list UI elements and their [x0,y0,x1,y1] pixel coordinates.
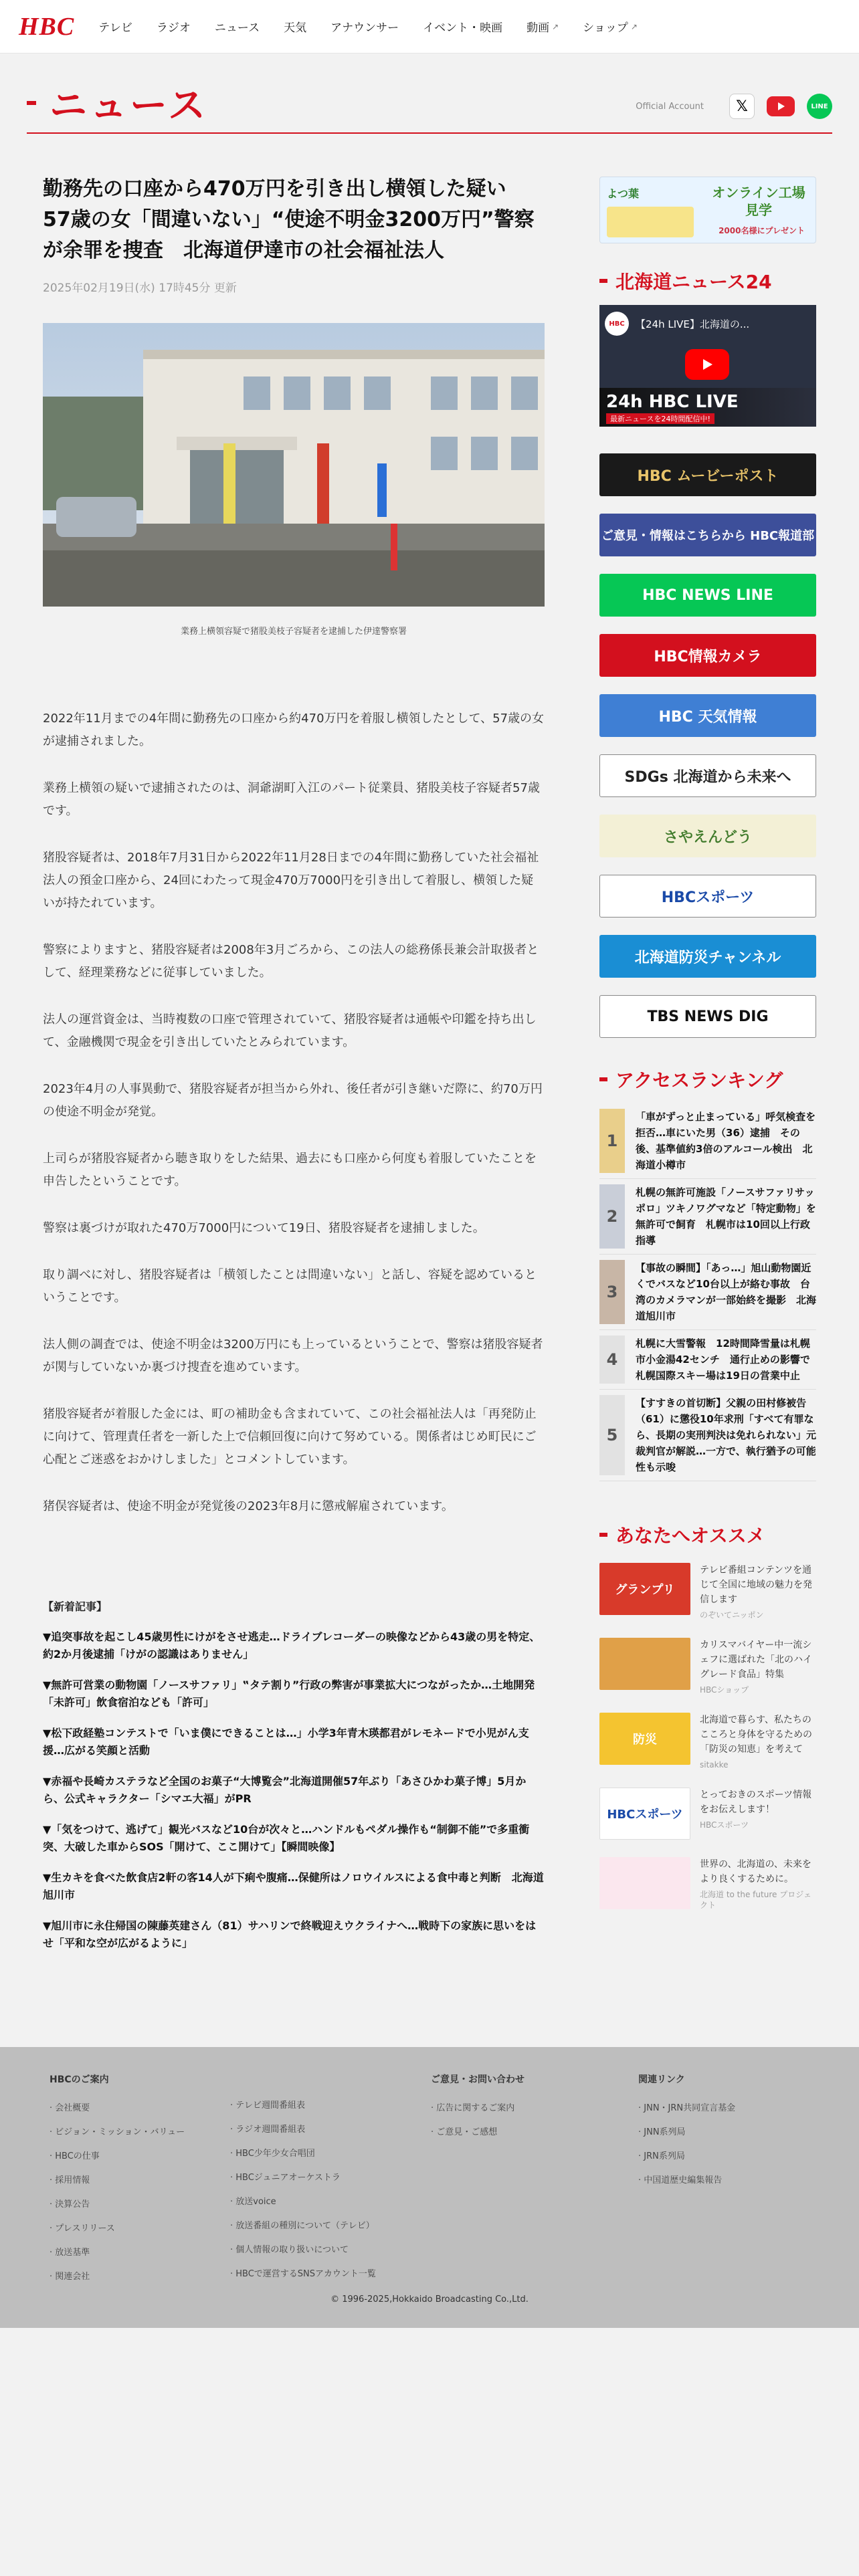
nav-item-label: 天気 [284,21,307,35]
recommend-text [700,1563,816,1620]
footer-link[interactable]: · ラジオ週間番組表 [230,2125,306,2135]
footer-link[interactable]: · JNN系列局 [638,2127,686,2137]
external-link-icon: ↗ [552,21,559,31]
line-icon[interactable]: LINE [807,94,832,119]
recommend-thumbnail [599,1788,690,1840]
footer-heading [230,2072,376,2083]
related-article-link[interactable]: ▼松下政経塾コンテストで「いま僕にできることは…」小学3年青木瑛都君がレモネードで小児がん支援…広がる笑顔と活動 [43,1727,529,1757]
ranking-item[interactable] [599,1103,816,1179]
article-date: 2025年02月19日(水) 17時45分 更新 [43,282,237,295]
sidebar-banner-3[interactable]: HBC情報カメラ [599,634,816,677]
recommend-title: カリスマバイヤー中一流シェフに選ばれた「北のハイグレード食品」特集 [700,1640,812,1680]
footer-link[interactable]: · 採用情報 [50,2175,90,2185]
nav-item-4[interactable] [330,18,399,35]
recommend-source: のぞいてニッポン [700,1610,764,1620]
footer-link[interactable]: · ビジョン・ミッション・バリュー [50,2127,185,2137]
official-account-label: Official Account [636,101,704,112]
footer-link[interactable]: · 個人情報の取り扱いについて [230,2245,349,2255]
recommend-text [700,1857,816,1911]
related-article-link[interactable]: ▼無許可営業の動物園「ノースサファリ」‟タテ割り”行政の弊害が事業拡大につながったか…土地開発「未許可」飲食宿泊なども「許可」 [43,1679,535,1709]
external-link-icon: ↗ [630,21,638,31]
rank-number: 4 [599,1335,625,1384]
nav-item-label: 動画 [527,21,550,35]
recommend-item[interactable] [599,1638,816,1695]
sidebar-banner-2[interactable]: HBC NEWS LINE [599,574,816,617]
official-accounts [636,94,832,119]
rank-title: 札幌に大雪警報 12時間降雪量は札幌市小金湯42センチ 通行止めの影響で札幌国際スキー場は19日の営業中止 [636,1337,810,1382]
nav-item-2[interactable] [215,18,260,35]
ranking-heading-text: アクセスランキング [615,1069,783,1091]
related-article-link[interactable]: ▼旭川市に永住帰国の陳藤英建さん（81）サハリンで終戦迎えウクライナへ…戦時下の家族に思いをはせ「平和な空が広がるように」 [43,1919,537,1949]
related-article-link[interactable]: ▼追突事故を起こし45歳男性にけがをさせ逃走…ドライブレコーダーの映像などから43歳の男を特定、約2か月後逮捕「けがの認識はありません」 [43,1630,541,1660]
article-paragraph: 猪股容疑者が着服した金には、町の補助金も含まれていて、この社会福祉法人は「再発防止に向けて、管理責任者を一新した上で信頼回復に向けて努めている。関係者はじめ町民にご心配とご迷惑をおかけしました」とコメントしています。 [43,1407,537,1467]
page-title: ニュース [50,84,209,128]
footer-link[interactable]: · 決算公告 [50,2199,90,2210]
recommend-text [700,1713,816,1770]
article-paragraph: 法人側の調査では、使途不明金は3200万円にも上っているということで、警察は猪股容疑者が関与していないか裏づけ捜査を進めています。 [43,1337,543,1374]
banner-left-text: よつ葉 [607,187,640,200]
video-player[interactable] [599,305,816,427]
recommend-item[interactable] [599,1563,816,1620]
rank-title: 【すすきの首切断】父親の田村修被告（61）に懲役10年求刑「すべて有罪なら、長期の実刑判決は免れられない」元裁判官が解説…一方で、執行猶予の可能性も示唆 [636,1397,817,1473]
footer-link[interactable]: · 中国道歴史編集報告 [638,2175,723,2185]
nav-item-label: ラジオ [156,21,191,35]
thumbnail-label: 防災 [633,1733,657,1747]
related-article-link[interactable]: ▼生カキを食べた飲食店2軒の客14人が下痢や腹痛…保健所はノロウイルスによる食中毒と判断 北海道旭川市 [43,1871,544,1901]
related-article-link[interactable]: ▼赤福や長崎カステラなど全国のお菓子“大博覧会”北海道開催57年ぶり「あさひかわ菓子博」5月から、公式キャラクター「シマエ大福」がPR [43,1775,527,1805]
footer-link[interactable]: · HBCで運営するSNSアカウント一覧 [230,2269,376,2279]
article-paragraph: 猪股容疑者は、2018年7月31日から2022年11月28日までの4年間に勤務していた社会福祉法人の預金口座から、24回にわたって現金470万7000円を引き出して着服し、横領した疑いが持たれています。 [43,851,539,910]
sidebar-banner-1[interactable]: ご意見・情報はこちらから HBC報道部 [599,514,816,556]
sidebar [599,177,816,1928]
title-accent [27,101,36,105]
recommend-source: 北海道 to the future プロジェクト [700,1890,812,1910]
footer-column-2 [431,2072,524,2149]
article-paragraph: 警察によりますと、猪股容疑者は2008年3月ごろから、この法人の総務係長兼会計取扱者として、経理業務などに従事していました。 [43,943,539,980]
ranking-item[interactable] [599,1179,816,1255]
article-paragraph: 警察は裏づけが取れた470万7000円について19日、猪股容疑者を逮捕しました。 [43,1221,485,1235]
sidebar-banner-0[interactable]: HBC ムービーポスト [599,453,816,496]
sidebar-banner-7[interactable]: HBCスポーツ [599,875,816,918]
sidebar-banner-6[interactable]: さやえんどう [599,815,816,857]
footer-link[interactable]: · HBC少年少女合唱団 [230,2149,315,2159]
article-headline: 勤務先の口座から470万円を引き出し横領した疑い 57歳の女「間違いない」“使途不明金3200万円”警察が余罪を捜査 北海道伊達市の社会福祉法人 [43,177,535,262]
footer-column-3 [638,2072,735,2197]
ranking-item[interactable] [599,1330,816,1390]
news24-heading [599,267,816,294]
nav-item-7[interactable] [583,18,638,35]
sidebar-banners [599,453,816,1038]
play-icon[interactable] [685,349,729,380]
recommend-text [700,1638,816,1695]
related-article-link[interactable]: ▼「気をつけて、逃げて」観光バスなど10台が次々と…ハンドルもペダル操作も“制御不能”で多重衝突、大破した車からSOS「開けて、ここ開けて」【瞬間映像】 [43,1823,530,1853]
recommend-title: テレビ番組コンテンツを通じて全国に地域の魅力を発信します [700,1565,812,1605]
article-paragraph: 上司らが猪股容疑者から聴き取りをした結果、過去にも口座から何度も着服していたことを申告したということです。 [43,1152,537,1188]
footer [0,2047,859,2328]
rank-title: 【事故の瞬間】「あっ…」旭山動物園近くでバスなど10台以上が絡む事故 台湾のカメラマンが一部始終を撮影 北海道旭川市 [636,1262,817,1322]
recommend-heading-text: あなたへオススメ [615,1525,765,1547]
recommend-title: とっておきのスポーツ情報をお伝えします！ [700,1790,812,1815]
recommend-thumbnail [599,1638,690,1690]
article-paragraph: 2022年11月までの4年間に勤務先の口座から約470万円を着服し横領したとして、57歳の女が逮捕されました。 [43,712,545,748]
youtube-icon[interactable] [767,96,795,116]
ranking-item[interactable] [599,1255,816,1330]
footer-link[interactable]: · 会社概要 [50,2103,90,2113]
article-paragraph: 2023年4月の人事異動で、猪股容疑者が担当から外れ、後任者が引き継いだ際に、約70万円の使途不明金が発覚。 [43,1082,543,1119]
recommend-item[interactable] [599,1713,816,1770]
live-text: 24h HBC LIVE [606,392,739,412]
recommend-item[interactable] [599,1857,816,1911]
related-heading: 【新着記事】 [43,1600,108,1613]
footer-column-0 [50,2072,185,2293]
nav-item-3[interactable] [284,18,306,35]
channel-avatar: HBC [605,312,629,336]
banner-right-text: オンライン工場見学 [712,185,805,218]
recommend-title: 北海道で暮らす、私たちのこころと身体を守るための「防災の知恵」を考えて [700,1715,812,1755]
sidebar-banner-4[interactable]: HBC 天気情報 [599,694,816,737]
recommend-text [700,1788,816,1840]
rank-title: 「車がずっと止まっている」呼気検査を拒否…車にいた男（36）逮捕 その後、基準値約3倍のアルコール検出 北海道小樽市 [636,1111,816,1171]
footer-link[interactable]: · JNN・JRN共同宣言基金 [638,2103,736,2113]
live-sub: 最新ニュースを24時間配信中! [606,413,714,424]
article-paragraph: 取り調べに対し、猪股容疑者は「横領したことは間違いない」と話し、容疑を認めているということです。 [43,1268,537,1305]
recommend-source: HBCショップ [700,1685,749,1695]
copyright: © 1996-2025,Hokkaido Broadcasting Co.,Ltd. [330,2294,529,2304]
nav-item-6[interactable] [527,18,559,35]
recommend-thumbnail [599,1563,690,1615]
article-body [43,708,545,1518]
article-image [43,323,545,607]
recommend-source: sitakke [700,1760,729,1769]
recommend-title: 世界の、北海道の、未来をより良くするために。 [700,1859,812,1885]
news-section-title [27,74,832,134]
sidebar-banner-9[interactable]: TBS NEWS DIG [599,995,816,1038]
nav-item-label: ニュース [214,21,260,35]
footer-heading: 関連リンク [638,2074,685,2085]
ranking-heading [599,1066,816,1093]
sidebar-banner-8[interactable]: 北海道防災チャンネル [599,935,816,978]
news24-heading-text: 北海道ニュース24 [615,271,772,293]
sidebar-banner-5[interactable]: SDGs 北海道から未来へ [599,754,816,797]
top-navigation [0,0,859,53]
footer-link[interactable]: · 放送番組の種別について（テレビ） [230,2221,375,2231]
thumbnail-label: グランプリ [615,1583,675,1597]
footer-heading: ご意見・お問い合わせ [431,2074,524,2085]
article-paragraph: 法人の運営資金は、当時複数の口座で管理されていて、猪股容疑者は通帳や印鑑を持ち出して、金融機関で現金を引き出していたとみられています。 [43,1012,537,1049]
recommend-list [599,1563,816,1911]
footer-link[interactable]: · JRN系列局 [638,2151,685,2161]
recommend-thumbnail [599,1713,690,1765]
video-title: 【24h LIVE】北海道の... [636,318,750,330]
footer-link[interactable]: · 放送voice [230,2197,276,2207]
rank-number: 3 [599,1260,625,1324]
hbc-logo[interactable]: HBC [19,12,75,41]
nav-item-5[interactable] [423,18,502,35]
main-nav [98,18,662,35]
recommend-item[interactable] [599,1788,816,1840]
image-caption: 業務上横領容疑で猪股美枝子容疑者を逮捕した伊達警察署 [180,627,407,637]
ranking-list [599,1103,816,1481]
article-paragraph: 猪俣容疑者は、使途不明金が発覚後の2023年8月に懲戒解雇されています。 [43,1499,454,1513]
ranking-item[interactable] [599,1390,816,1481]
footer-link[interactable]: · HBCの仕事 [50,2151,100,2161]
related-articles [43,1598,545,1952]
footer-link[interactable]: · HBCジュニアオーケストラ [230,2173,341,2183]
rank-number: 2 [599,1184,625,1249]
nav-item-label: ショップ [583,21,628,35]
footer-link[interactable]: · 放送基準 [50,2248,90,2258]
yotsuba-banner[interactable] [599,177,816,243]
article [43,174,545,1965]
x-icon[interactable]: 𝕏 [729,94,755,119]
thumbnail-label: HBCスポーツ [607,1808,683,1822]
recommend-thumbnail [599,1857,690,1909]
recommend-source: HBCスポーツ [700,1820,749,1830]
banner-sub: 2000名様にプレゼント [719,226,805,235]
rank-title: 札幌の無許可施設「ノースサファリサッポロ」ツキノワグマなど「特定動物」を無許可で飼育 札幌市は10回以上行政指導 [636,1186,816,1247]
nav-item-1[interactable] [157,18,191,35]
footer-link[interactable]: · テレビ週間番組表 [230,2101,306,2111]
footer-link[interactable]: · ご意見・ご感想 [431,2127,498,2137]
footer-heading: HBCのご案内 [50,2074,109,2085]
recommend-heading [599,1521,816,1548]
nav-item-label: テレビ [98,21,132,35]
banner-illustration [607,207,694,237]
nav-item-label: イベント・映画 [423,21,503,35]
rank-number: 5 [599,1395,625,1475]
footer-link[interactable]: · 広告に関するご案内 [431,2103,515,2113]
rank-number: 1 [599,1109,625,1173]
footer-column-1 [230,2072,376,2290]
article-paragraph: 業務上横領の疑いで逮捕されたのは、洞爺湖町入江のパート従業員、猪股美枝子容疑者57歳です。 [43,781,540,818]
nav-item-0[interactable] [98,18,132,35]
footer-link[interactable]: · 関連会社 [50,2272,90,2282]
nav-item-label: アナウンサー [330,21,399,35]
footer-link[interactable]: · プレスリリース [50,2224,115,2234]
